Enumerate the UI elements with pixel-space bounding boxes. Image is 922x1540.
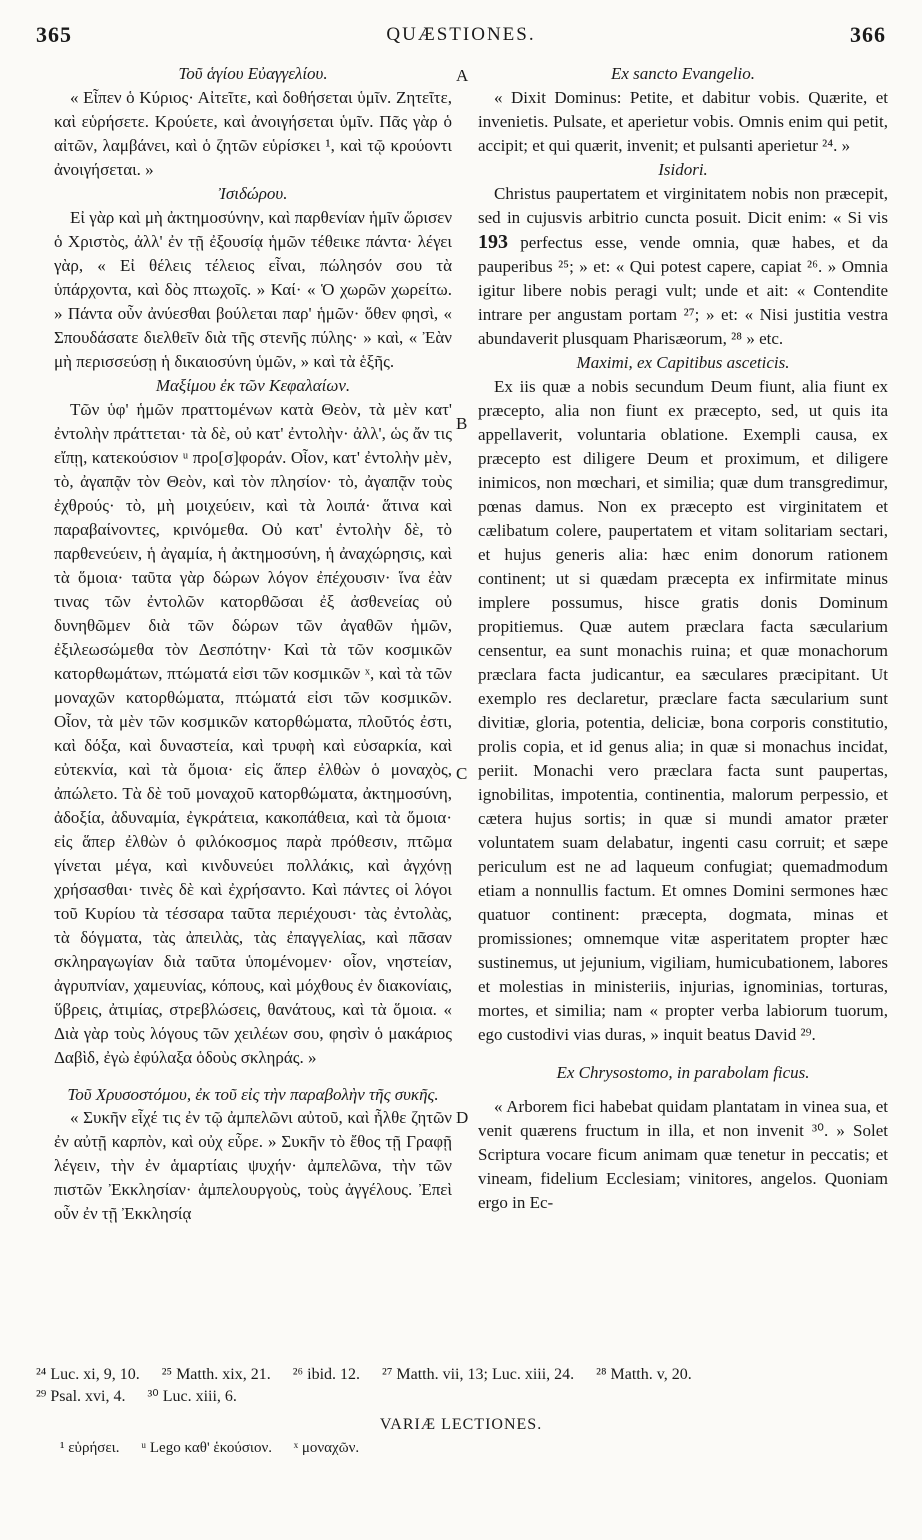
greek-paragraph-4: « Συκῆν εἶχέ τις ἐν τῷ ἀμπελῶνι αὐτοῦ, καὶ ἦλθε ζητῶν ἐν αὐτῇ καρπὸν, καὶ οὐχ εὗρε. » Συκῆν τὸ ἔθος τῇ Γραφῇ λέγειν, τὴν ἐν ἁμαρτίαις ψυχήν· ἀμπελῶνα, τὴν τῶν πιστῶν Ἐκκλησίαν· ἀμπελουργοὺς, τοὺς ἀγγέλους. Ἐπεὶ οὖν ἐν τῇ Ἐκκλησίᾳ [54,1108,452,1223]
page-number-left: 365 [36,22,72,47]
latin-column [478,62,888,1215]
latin-paragraph-2 [478,182,888,351]
footnote-24: ²⁴ Luc. xi, 9, 10. [36,1366,140,1383]
greek-column [54,62,452,1226]
latin-paragraph-1: « Dixit Dominus: Petite, et dabitur vobis. Quærite, et invenietis. Pulsate, et aperietur vobis. Omnis enim qui petit, accipit; et qui quærit, invenit; et pulsanti aperietur ²⁴. » [478,88,888,155]
latin-paragraph-3: Ex iis quæ a nobis secundum Deum fiunt, alia fiunt ex præcepto, alia non fiunt ex præcepto, sed, ut quis ita appellaverit, voluntaria oblatione. Exempli causa, ex præcepto est diligere Deum et proximum, et diligere inimicos, non mœchari, et similia; quæ dum transgredimur, pœnas damus. Non ex præcepto est virginitatem et cælibatum colere, paupertatem et vitam solitariam sectari, et hujus generis alia: hæc enim donorum rationem continent; ut si quædam præcepta ex infirmitate minus implere possumus, hisce gratis donis Dominum propitiemus. Quæ autem præclara facta sæcularium censentur, ea sunt monachis ruina; et quæ monachorum præclara facta judicantur, ea sæculares præcipitant. Ut exemplo res declaretur, præclare facta sæcularium sunt divitiæ, gloria, potentia, deliciæ, bona corporis constitutio, prolis copia, et id genus alia; in quæ si monachus incidat, periit. Monachi vero præclara facta sunt paupertas, ignobilitas, impotentia, continentia, malorum perpessio, et cætera hujus sortis; in quæ si mundi amator præter voluntatem suam delabatur, ingenti casu corruit; et sæpe periculum est ne ad laqueum confugiat; quemadmodum etiam a nonnullis factum. Et omnes Domini sermones hæc quatuor continent: præcepta, dogmata, minas et promissiones; omnemque vitæ asperitatem propter hæc sustinemus, ut jejunium, vigiliam, humicubationem, labores et molestias in ministeriis, injurias, ignominias, torturas, mortes, et similia; nam « propter verba labiorum tuorum, ego custodivi vias duras, » inquit beatus David ²⁹. [478,377,888,1044]
latin-section-title-2: Isidori. [658,160,708,179]
variae-lectiones [60,1440,886,1457]
footnote-28: ²⁸ Matth. v, 20. [596,1366,692,1383]
margin-letter-c: C [456,764,468,783]
latin-paragraph-2-part-b: perfectus esse, vende omnia, quæ habes, et da pauperibus ²⁵; » et: « Qui potest capere, capiat ²⁶. » Omnia igitur libere nobis peragi vult; unde et ait: « Contendite intrare per angustam portam ²⁷; » et: « Nisi justitia vestra abundaverit plusquam Pharisæorum, ²⁸ » etc. [478,233,888,348]
greek-paragraph-3: Τῶν ὑφ' ἡμῶν πραττομένων κατὰ Θεὸν, τὰ μὲν κατ' ἐντολὴν πράττεται· τὰ δὲ, οὐ κατ' ἐντολὴν· ἀλλ', ὡς ἄν τις εἴπῃ, κατεκούσιον ᵘ προ[σ]φοράν. Οἷον, κατ' ἐντολὴν μὲν, τὸ, ἀγαπᾷν τὸν Θεὸν, καὶ τὸν πλησίον· τὸ, ἀγαπᾷν τοὺς ἐχθρούς· τὸ, μὴ μοιχεύειν, καὶ τὰ λοιπά· ἅτινα καὶ παραβαίνοντες, κρινόμεθα. Οὐ κατ' ἐντολὴν δὲ, τὸ παρθενεύειν, ἡ ἀγαμία, ἡ ἀκτημοσύνη, ἡ ἀναχώρησις, καὶ τὰ ὅμοια· ταῦτα γὰρ δώρων λόγον ἐπέχουσιν· ἵνα ἐὰν τινας τῶν ἐντολῶν κατορθῶσαι ἐξ ἀσθενείας οὐ δυνηθῶμεν διὰ τῶν δώρων τῶν ἀγαθῶν ἡμῶν, ἐξιλεωσώμεθα τὸν Δεσπότην· Καὶ τὰ τῶν κοσμικῶν κατορθωμάτων, πτώματά εἰσι τῶν κοσμικῶν ˣ, καὶ τὰ τῶν μοναχῶν κατορθώματα, πτώματά εἰσι τῶν κοσμικῶν. Οἷον, τὰ μὲν τῶν κοσμικῶν κατορθώματα, πλοῦτός ἐστι, καὶ δόξα, καὶ δυναστεία, καὶ τρυφὴ καὶ εὐσαρκία, καὶ εὐτεκνία, καὶ τὰ ὅμοια· εἰς ἅπερ ἐλθὼν ὁ μοναχὸς, ἀπώλετο. Τὰ δὲ τοῦ μοναχοῦ κατορθώματα, ἀκτημοσύνη, ἀδοξία, ἀδυναμία, ἐγκράτεια, κακοπάθεια, καὶ τὰ ὅμοια· εἰς ἅπερ ἐλθὼν ὁ φιλόκοσμος παρὰ πρόθεσιν, πτῶμα γίνεται μέγα, καὶ κινδυνεύει πολλάκις, καὶ ἀγχόνῃ χρήσασθαι· τινὲς δὲ καὶ ἐχρήσαντο. Καὶ πάντες οἱ λόγοι τοῦ Κυρίου τὰ τέσσαρα ταῦτα περιέχουσι· τὰς ἐντολὰς, τὰ δόγματα, τὰς ἀπειλὰς, τὰς ἐπαγγελίας, καὶ πᾶσαν σκληραγωγίαν διὰ ταῦτα ὑπομένομεν· οἷον, νηστείαν, ἀγρυπνίαν, χαμευνίας, κόπους, καὶ μόχθους ἐν διακονίαις, ὕβρεις, ἀτιμίας, στρεβλώσεις, θανάτους, καὶ τὰ ὅμοια. « Διὰ γὰρ τοὺς λόγους τῶν χειλέων σου, φησὶν ὁ μακάριος Δαβὶδ, ἐγὼ ἐφύλαξα ὁδοὺς σκληράς. » [54,400,452,1067]
margin-letter-b: B [456,414,468,433]
footnote-25: ²⁵ Matth. xix, 21. [161,1366,271,1383]
variant-x: ˣ μοναχῶν. [293,1440,360,1456]
page-header [36,22,886,56]
variae-lectiones-title: VARIÆ LECTIONES. [379,1416,543,1433]
variant-u: ᵘ Lego καθ' ἑκούσιον. [141,1440,273,1456]
greek-section-title-4: Τοῦ Χρυσοστόμου, ἐκ τοῦ εἰς τὴν παραβολὴν τῆς συκῆς. [67,1085,439,1104]
latin-section-title-1: Ex sancto Evangelio. [611,64,755,83]
latin-section-title-4: Ex Chrysostomo, in parabolam ficus. [556,1063,810,1082]
variant-1: ¹ εὑρήσει. [60,1440,120,1456]
margin-letter-a: A [456,66,469,85]
greek-paragraph-1: « Εἶπεν ὁ Κύριος· Αἰτεῖτε, καὶ δοθήσεται ὑμῖν. Ζητεῖτε, καὶ εὑρήσετε. Κρούετε, καὶ ἀνοιγήσεται ὑμῖν. Πᾶς γὰρ ὁ αἰτῶν, λαμβάνει, καὶ ὁ ζητῶν εὑρίσκει ¹, καὶ τῷ κρούοντι ἀνοιγήσεται. » [54,88,452,179]
page-number-right: 366 [850,22,886,47]
footnote-26: ²⁶ ibid. 12. [292,1366,361,1383]
column-number-marker: 193 [478,231,508,253]
running-title: QUÆSTIONES. [386,24,536,45]
footnote-29: ²⁹ Psal. xvi, 4. [36,1388,126,1405]
latin-paragraph-2-part-a: Christus paupertatem et virginitatem nobis non præcepit, sed in cujusvis arbitrio cuncta posuit. Dicit enim: « Si vis [478,184,888,227]
footnote-27: ²⁷ Matth. vii, 13; Luc. xiii, 24. [382,1366,575,1383]
latin-paragraph-4: « Arborem fici habebat quidam plantatam in vinea sua, et venit quærens fructum in illa, et non invenit ³⁰. » Solet Scriptura vocare ficum animam quæ tenetur in peccatis; et vineam, fidelium Ecclesiam; vinitores, angelos. Quoniam ergo in Ec- [478,1097,888,1212]
latin-section-title-3: Maximi, ex Capitibus asceticis. [576,353,790,372]
footnotes [36,1364,886,1408]
greek-section-title-3: Μαξίμου ἐκ τῶν Κεφαλαίων. [155,376,351,395]
greek-paragraph-2: Εἰ γὰρ καὶ μὴ ἀκτημοσύνην, καὶ παρθενίαν ἡμῖν ὥρισεν ὁ Χριστὸς, ἀλλ' ἐν τῇ ἐξουσίᾳ ἡμῶν τέθεικε πάντα· λέγει γὰρ, « Εἰ θέλεις τέλειος εἶναι, πώλησόν σου τὰ ὑπάρχοντα, καὶ δὸς πτωχοῖς. » Καί· « Ὁ χωρῶν χωρείτω. » Πάντα οὖν ἀνύεσθαι βούλεται παρ' ἡμῶν· ὅθεν φησὶ, « Σπουδάσατε διελθεῖν διὰ τῆς στενῆς πύλης· » καὶ, « Ἐὰν μὴ περισσεύσῃ ἡ δικαιοσύνη ὑμῶν, » καὶ τὰ ἑξῆς. [54,208,452,371]
margin-letter-d: D [456,1108,469,1127]
greek-section-title-2: Ἰσιδώρου. [218,184,288,203]
greek-section-title-1: Τοῦ ἁγίου Εὐαγγελίου. [178,64,328,83]
footnote-30: ³⁰ Luc. xiii, 6. [147,1388,237,1405]
